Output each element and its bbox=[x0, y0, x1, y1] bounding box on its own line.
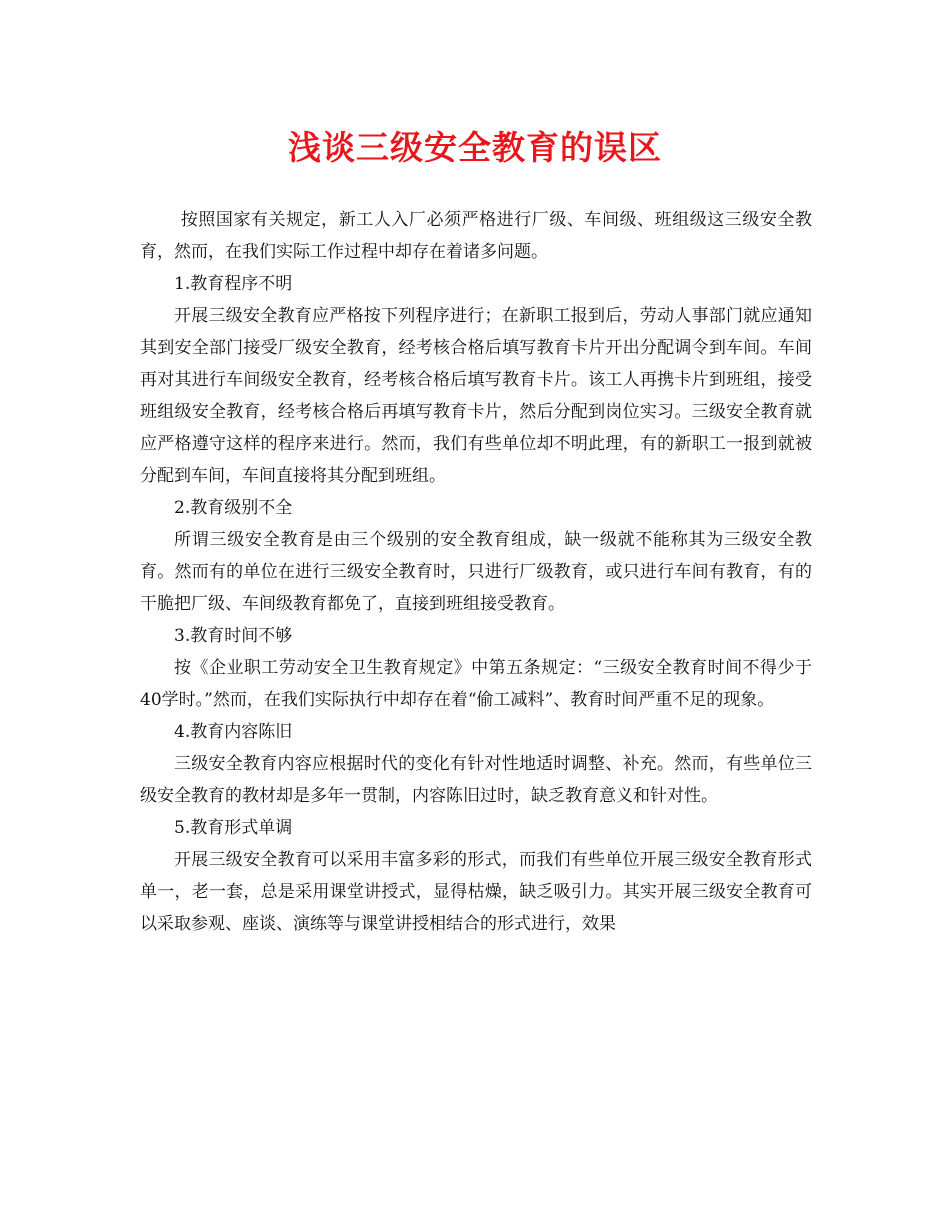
intro-paragraph: 按照国家有关规定，新工人入厂必须严格进行厂级、车间级、班组级这三级安全教育，然而，在我们实际工作过程中却存在着诸多问题。 bbox=[140, 210, 812, 262]
document-title: 浅谈三级安全教育的误区 bbox=[288, 128, 662, 167]
section-2-text: 所谓三级安全教育是由三个级别的安全教育组成，缺一级就不能称其为三级安全教育。然而有的单位在进行三级安全教育时，只进行厂级教育，或只进行车间有教育，有的干脆把厂级、车间级教育都免了，直接到班组接受教育。 bbox=[140, 530, 812, 614]
section-3-heading: 3.教育时间不够 bbox=[174, 626, 293, 646]
section-3-text: 按《企业职工劳动安全卫生教育规定》中第五条规定：“三级安全教育时间不得少于40学时。”然而，在我们实际执行中却存在着“偷工减料”、教育时间严重不足的现象。 bbox=[140, 658, 812, 710]
section-1-text: 开展三级安全教育应严格按下列程序进行；在新职工报到后，劳动人事部门就应通知其到安全部门接受厂级安全教育，经考核合格后填写教育卡片开出分配调令到车间。车间再对其进行车间级安全教育，经考核合格后填写教育卡片。该工人再携卡片到班组，接受班组级安全教育，经考核合格后再填写教育卡片，然后分配到岗位实习。三级安全教育就应严格遵守这样的程序来进行。然而，我们有些单位却不明此理，有的新职工一报到就被分配到车间，车间直接将其分配到班组。 bbox=[140, 306, 812, 486]
section-4-text: 三级安全教育内容应根据时代的变化有针对性地适时调整、补充。然而，有些单位三级安全教育的教材却是多年一贯制，内容陈旧过时，缺乏教育意义和针对性。 bbox=[140, 754, 812, 806]
section-5-text: 开展三级安全教育可以采用丰富多彩的形式，而我们有些单位开展三级安全教育形式单一，老一套，总是采用课堂讲授式，显得枯燥，缺乏吸引力。其实开展三级安全教育可以采取参观、座谈、演练等与课堂讲授相结合的形式进行，效果 bbox=[140, 850, 812, 934]
section-2-heading: 2.教育级别不全 bbox=[174, 498, 293, 518]
section-4-heading: 4.教育内容陈旧 bbox=[174, 722, 293, 742]
section-1-heading: 1.教育程序不明 bbox=[174, 274, 293, 294]
document-body bbox=[140, 204, 812, 940]
section-5-heading: 5.教育形式单调 bbox=[174, 818, 293, 838]
